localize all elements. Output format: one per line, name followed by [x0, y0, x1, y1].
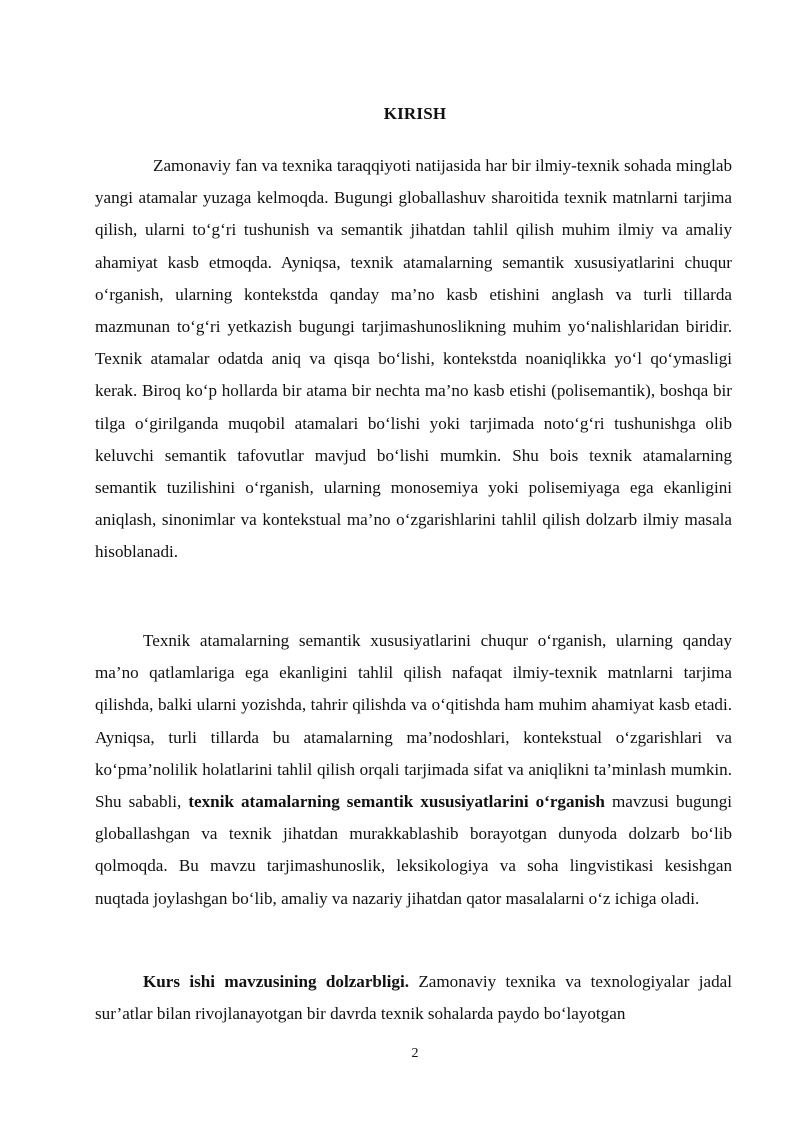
paragraph-3	[95, 966, 732, 1030]
paragraph-2	[95, 625, 732, 915]
section-title: KIRISH	[383, 104, 447, 123]
paragraph-2-bold-phrase: texnik atamalarning semantik xususiyatlarini o‘rganish	[188, 792, 605, 812]
paragraph-3-heading: Kurs ishi mavzusining dolzarbligi.	[143, 972, 409, 991]
paragraph-2-part-1: Texnik atamalarning semantik xususiyatlarini chuqur o‘rganish, ularning qanday ma’no qatlamlariga ega ekanligini tahlil qilish nafaqat ilmiy-texnik matnlarni tarjima qilishda, balki ularni yozishda, tahrir qilishda va o‘qitishda ham muhim ahamiyat kasb etadi. Ayniqsa, turli tillarda bu atamalarning ma’nodoshlari, kontekstual o‘zgarishlari va ko‘pma’nolilik holatlarini tahlil qilish orqali tarjimada sifat va aniqlikni ta’minlash mumkin. Shu sababli,	[95, 631, 732, 812]
paragraph-2-text	[95, 625, 732, 915]
paragraph-1-text: Zamonaviy fan va texnika taraqqiyoti natijasida har bir ilmiy-texnik sohada minglab yangi atamalar yuzaga kelmoqda. Bugungi globallashuv sharoitida texnik matnlarni tarjima qilish, ularni to‘g‘ri tushunish va semantik jihatdan tahlil qilish muhim ilmiy va amaliy ahamiyat kasb etmoqda. Ayniqsa, texnik atamalarning semantik xususiyatlarini chuqur o‘rganish, ularning kontekstda qanday ma’no kasb etishini anglash va turli tillarda mazmunan to‘g‘ri yetkazish bugungi tarjimashunoslikning muhim yo‘nalishlaridan biridir. Texnik atamalar odatda aniq va qisqa bo‘lishi, kontekstda noaniqlikka yo‘l qo‘ymasligi kerak. Biroq ko‘p hollarda bir atama bir nechta ma’no kasb etishi (polisemantik), boshqa bir tilga o‘girilganda muqobil atamalari bo‘lishi yoki tarjimada noto‘g‘ri tushunishga olib keluvchi semantik tafovutlar mavjud bo‘lishi mumkin. Shu bois texnik atamalarning semantik tuzilishini o‘rganish, ularning monosemiya yoki polisemiyaga ega ekanligini aniqlash, sinonimlar va kontekstual ma’no o‘zgarishlarini tahlil qilish dolzarb ilmiy masala hisoblanadi.	[95, 156, 732, 562]
paragraph-3-text	[95, 966, 732, 1030]
page-number: 2	[411, 1046, 419, 1061]
paragraph-2-part-2: mavzusi bugungi globallashgan va texnik jihatdan murakkablashib borayotgan dunyoda dolzarb bo‘lib qolmoqda. Bu mavzu tarjimashunoslik, leksikologiya va soha lingvistikasi kesishgan nuqtada joylashgan bo‘lib, amaliy va nazariy jihatdan qator masalalarni o‘z ichiga oladi.	[95, 792, 732, 908]
paragraph-1	[95, 150, 732, 569]
paragraph-3-body: Zamonaviy texnika va texnologiyalar jadal sur’atlar bilan rivojlanayotgan bir davrda texnik sohalarda paydo bo‘layotgan	[95, 972, 732, 1024]
